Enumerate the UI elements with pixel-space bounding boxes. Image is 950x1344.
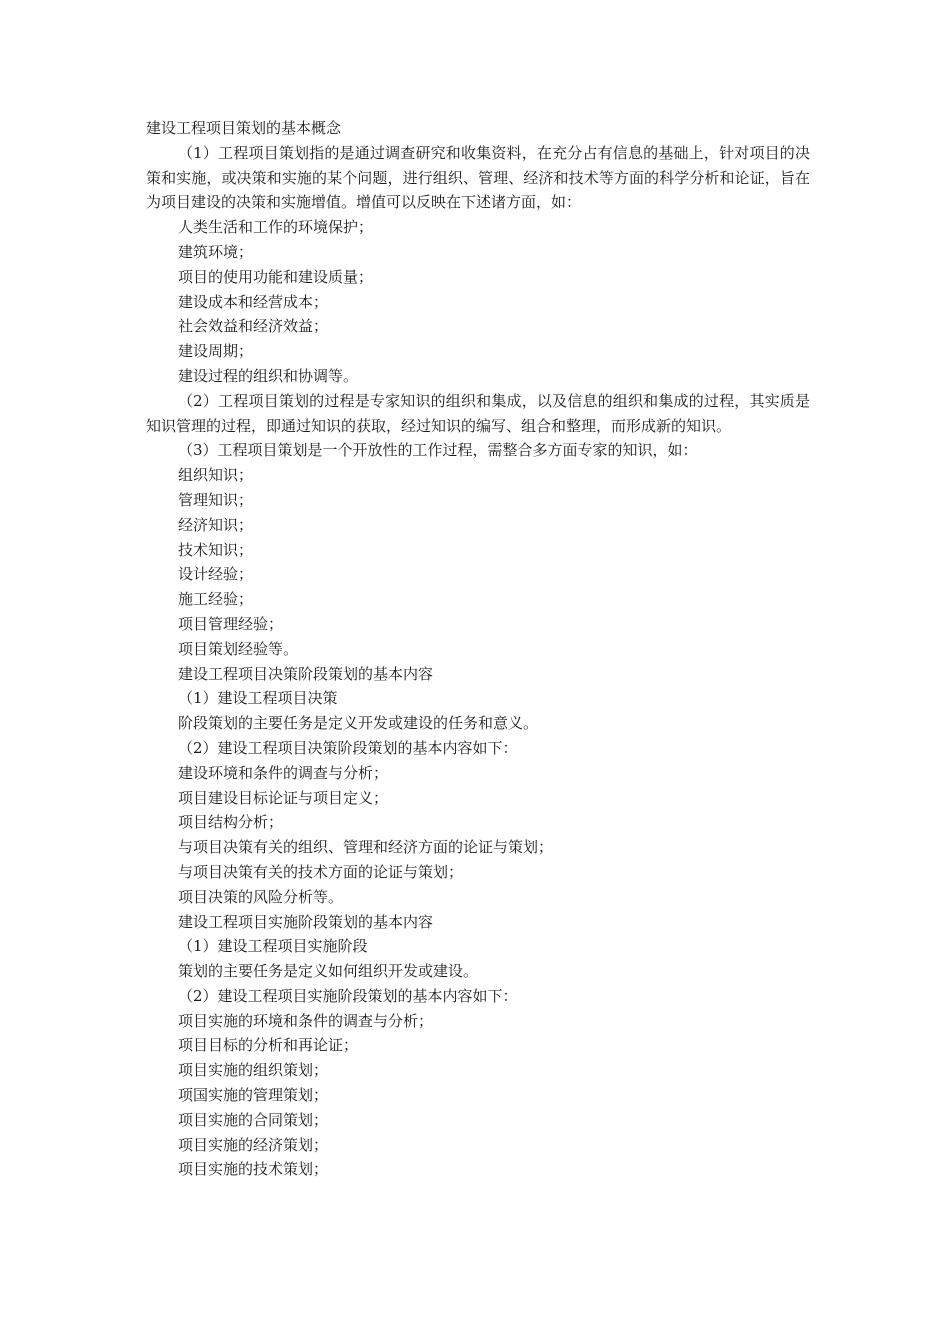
list-item: 管理知识； — [178, 490, 254, 509]
list-item: 项目实施的合同策划； — [178, 1110, 329, 1129]
list-item: 组织知识； — [178, 466, 254, 485]
list-item: 项目建设目标论证与项目定义； — [178, 788, 389, 807]
document-title: 建设工程项目策划的基本概念 — [146, 119, 342, 137]
document-body — [146, 116, 810, 1182]
list-item: 技术知识； — [178, 540, 254, 559]
list-item: 项目决策的风险分析等。 — [178, 887, 344, 906]
list-item: （2）建设工程项目实施阶段策划的基本内容如下： — [178, 986, 518, 1005]
list-item: 项目实施的环境和条件的调查与分析； — [178, 1011, 434, 1030]
list-item: 项目的使用功能和建设质量； — [178, 267, 374, 286]
section-heading: 建设工程项目决策阶段策划的基本内容 — [178, 664, 434, 683]
paragraph-1: （1）工程项目策划指的是通过调查研究和收集资料，在充分占有信息的基础上，针对项目的决策和实施，或决策和实施的某个问题，进行组织、管理、经济和技术等方面的科学分析和论证，旨在为项目建设的决策和实施增值。增值可以反映在下述诸方面，如： — [146, 143, 810, 212]
list-item: 项目实施的组织策划； — [178, 1061, 329, 1080]
paragraph-3: （3）工程项目策划是一个开放性的工作过程，需整合多方面专家的知识，如： — [178, 441, 698, 460]
list-item: 与项目决策有关的组织、管理和经济方面的论证与策划； — [178, 838, 554, 857]
list-item: 设计经验； — [178, 565, 254, 584]
list-item: 项目结构分析； — [178, 813, 284, 832]
list-item: 建设环境和条件的调查与分析； — [178, 763, 389, 782]
list-item: 社会效益和经济效益； — [178, 317, 329, 336]
list-item: 项目目标的分析和再论证； — [178, 1036, 359, 1055]
list-item: 施工经验； — [178, 590, 254, 609]
list-item: 项目策划经验等。 — [178, 639, 299, 658]
list-item: 项目实施的技术策划； — [178, 1160, 329, 1179]
list-item: 项目实施的经济策划； — [178, 1135, 329, 1154]
list-item: 人类生活和工作的环境保护； — [178, 218, 374, 237]
list-item: 项目管理经验； — [178, 614, 284, 633]
list-item: 建设过程的组织和协调等。 — [178, 366, 359, 385]
list-item: 建设成本和经营成本； — [178, 292, 329, 311]
list-item: 项国实施的管理策划； — [178, 1086, 329, 1105]
list-item: 策划的主要任务是定义如何组织开发或建设。 — [178, 962, 479, 981]
list-item: 经济知识； — [178, 515, 254, 534]
list-item: 与项目决策有关的技术方面的论证与策划； — [178, 862, 464, 881]
list-item: 建筑环境； — [178, 242, 254, 261]
list-item: 阶段策划的主要任务是定义开发或建设的任务和意义。 — [178, 714, 539, 733]
list-item: （1）建设工程项目决策 — [178, 689, 338, 708]
list-item: 建设周期； — [178, 342, 254, 361]
list-item: （2）建设工程项目决策阶段策划的基本内容如下： — [178, 738, 518, 757]
list-item: （1）建设工程项目实施阶段 — [178, 937, 368, 956]
section-heading: 建设工程项目实施阶段策划的基本内容 — [178, 912, 434, 931]
paragraph-2: （2）工程项目策划的过程是专家知识的组织和集成，以及信息的组织和集成的过程，其实质是知识管理的过程，即通过知识的获取，经过知识的编写、组合和整理，而形成新的知识。 — [146, 391, 810, 435]
